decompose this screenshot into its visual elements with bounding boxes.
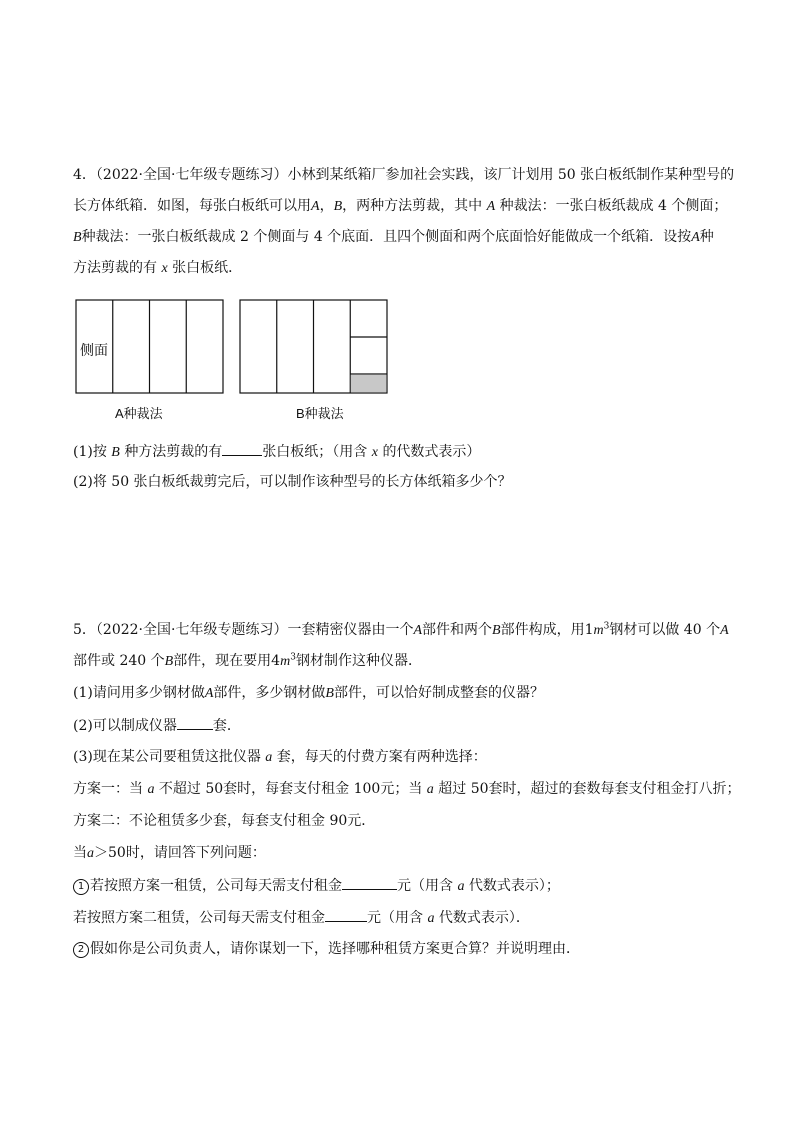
q4-line-4: 方法剪裁的有 x 张白板纸． — [73, 260, 243, 276]
q5-plan-2: 方案二：不论租赁多少套，每套支付租金 90元． — [73, 813, 376, 829]
side-face-label: 侧面 — [80, 342, 108, 358]
q5-part-3: (3)现在某公司要租赁这批仪器 a 套，每天的付费方案有两种选择： — [73, 749, 487, 765]
answer-blank[interactable] — [177, 715, 213, 730]
cutting-method-b-figure — [239, 299, 389, 395]
q4-source: （2022·全国·七年级专题练习） — [95, 167, 288, 183]
q5-sub-2: 2 假如你是公司负责人，请你谋划一下，选择哪种租赁方案更合算？并说明理由． — [73, 939, 580, 959]
circled-number-1: 1 — [73, 879, 89, 895]
q5-condition: 当a＞50时，请回答下列问题： — [73, 845, 266, 861]
q4-line-1: 4．（2022·全国·七年级专题练习）小林到某纸箱厂参加社会实践，该厂计划用 50 张白板纸制作某种型号的 — [73, 167, 735, 183]
q5-number: 5． — [73, 622, 96, 638]
q5-line-1: 5．（2022·全国·七年级专题练习）一套精密仪器由一个A部件和两个B部件构成，用$1m^3$钢材可以做 40 个A — [73, 621, 729, 638]
q5-part-1: (1)请问用多少钢材做A部件，多少钢材做B部件，可以恰好制成整套的仪器？ — [73, 685, 544, 701]
q4-part-2: (2)将 50 张白板纸裁剪完后，可以制作该种型号的长方体纸箱多少个？ — [73, 474, 512, 490]
circled-number-2: 2 — [73, 942, 89, 958]
q4-part-1: (1)按 B 种方法剪裁的有 张白板纸；（用含 x 的代数式表示） — [73, 441, 480, 463]
caption-method-b: B种裁法 — [296, 406, 344, 421]
q4-line-2: 长方体纸箱．如图，每张白板纸可以用A，B，两种方法剪裁，其中 A 种裁法：一张白板纸裁成 4 个侧面； — [73, 198, 728, 214]
answer-blank[interactable] — [222, 441, 262, 456]
q4-number: 4． — [73, 167, 96, 183]
q4-line-3: B种裁法：一张白板纸裁成 2 个侧面与 4 个底面．且四个侧面和两个底面恰好能做成一个纸箱．设按A种 — [73, 229, 714, 245]
q5-sub-1: 1 若按照方案一租赁，公司每天需支付租金 元（用含 a 代数式表示）； — [73, 875, 560, 897]
q5-line-2: 部件或 240 个B部件，现在要用$4m^3$钢材制作这种仪器． — [73, 652, 422, 669]
answer-blank[interactable] — [325, 907, 367, 922]
q5-part-2: (2)可以制成仪器 套． — [73, 715, 241, 736]
q5-plan-1: 方案一：当 a 不超过 50套时，每套支付租金 100元；当 a 超过 50套时，超过的套数每套支付租金打八折； — [73, 781, 741, 797]
answer-blank[interactable] — [342, 875, 397, 890]
q5-sub-1b: 若按照方案二租赁，公司每天需支付租金 元（用含 a 代数式表示）． — [73, 907, 530, 929]
caption-method-a: A种裁法 — [115, 406, 163, 421]
q5-source: （2022·全国·七年级专题练习） — [95, 622, 288, 638]
